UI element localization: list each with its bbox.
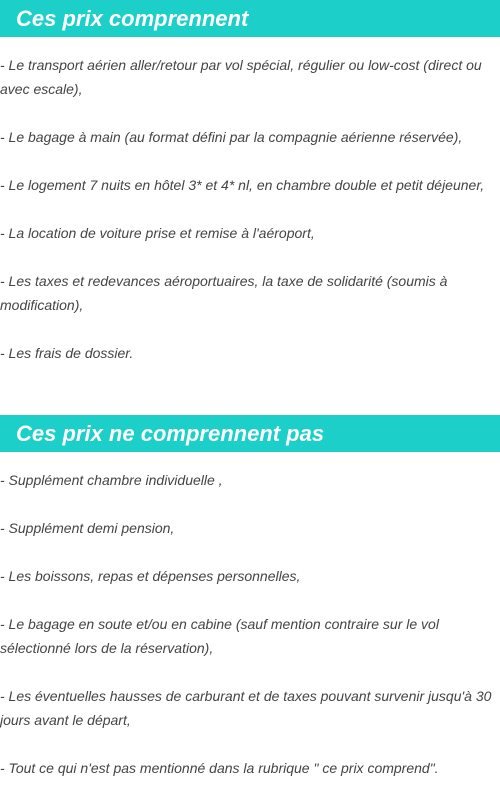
list-item: - Tout ce qui n'est pas mentionné dans la rubrique " ce prix comprend". [0, 760, 439, 776]
excluded-section [0, 415, 500, 804]
excluded-heading: Ces prix ne comprennent pas [0, 415, 500, 452]
list-item: - La location de voiture prise et remise à l'aéroport, [0, 225, 315, 241]
list-item: - Supplément demi pension, [0, 520, 175, 536]
included-section [0, 0, 500, 389]
list-item: - Le logement 7 nuits en hôtel 3* et 4* nl, en chambre double et petit déjeuner, [0, 177, 485, 193]
list-item: - Les taxes et redevances aéroportuaires, la taxe de solidarité (soumis à modification), [0, 273, 448, 313]
included-heading: Ces prix comprennent [0, 0, 500, 37]
list-item: - Les éventuelles hausses de carburant et de taxes pouvant survenir jusqu'à 30 jours avant le départ, [0, 688, 492, 728]
list-item: - Les frais de dossier. [0, 345, 134, 361]
list-item: - Le transport aérien aller/retour par vol spécial, régulier ou low-cost (direct ou avec escale), [0, 57, 482, 97]
list-item: - Les boissons, repas et dépenses personnelles, [0, 568, 301, 584]
list-item: - Supplément chambre individuelle , [0, 472, 223, 488]
excluded-list [0, 468, 500, 780]
list-item: - Le bagage en soute et/ou en cabine (sauf mention contraire sur le vol sélectionné lors de la réservation), [0, 616, 439, 656]
list-item: - Le bagage à main (au format défini par la compagnie aérienne réservée), [0, 129, 463, 145]
included-list [0, 53, 500, 365]
